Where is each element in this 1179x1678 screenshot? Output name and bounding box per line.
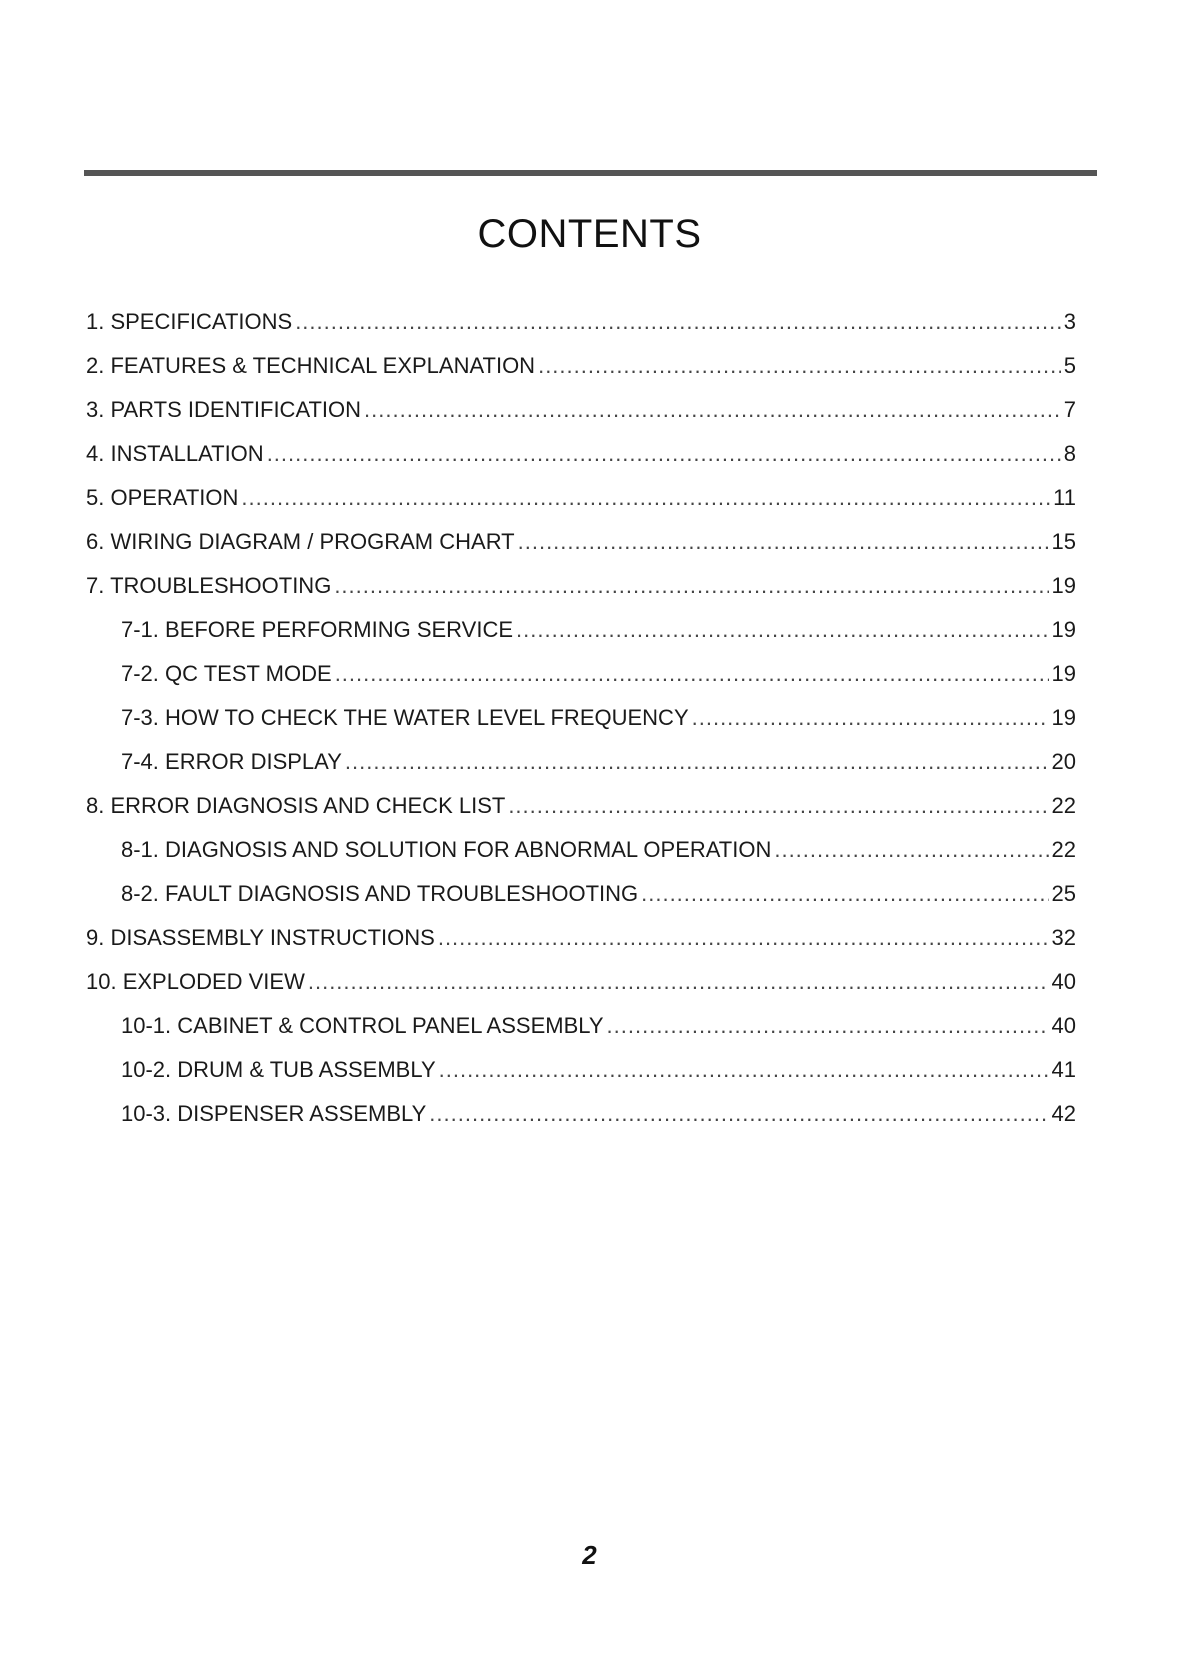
toc-entry-page: 25 xyxy=(1051,881,1076,906)
toc-leader-dots xyxy=(345,740,1049,784)
toc-entry-page: 5 xyxy=(1063,353,1076,378)
table-of-contents xyxy=(86,300,1076,1136)
toc-entry-page: 42 xyxy=(1051,1101,1076,1126)
toc-entry-label: 7-4. ERROR DISPLAY xyxy=(121,749,342,774)
toc-subentry[interactable] xyxy=(86,872,1076,916)
toc-leader-dots xyxy=(641,872,1048,916)
toc-subentry[interactable] xyxy=(86,1004,1076,1048)
toc-leader-dots xyxy=(429,1092,1048,1136)
toc-entry-page: 8 xyxy=(1063,441,1076,466)
toc-leader-dots xyxy=(607,1004,1049,1048)
toc-subentry[interactable] xyxy=(86,828,1076,872)
toc-leader-dots xyxy=(334,564,1048,608)
toc-entry-label: 7-3. HOW TO CHECK THE WATER LEVEL FREQUENCY xyxy=(121,705,689,730)
toc-entry[interactable] xyxy=(86,432,1076,476)
toc-entry-label: 10. EXPLODED VIEW xyxy=(86,969,305,994)
page-title: CONTENTS xyxy=(477,212,702,256)
toc-leader-dots xyxy=(364,388,1061,432)
toc-entry-page: 32 xyxy=(1051,925,1076,950)
toc-entry-page: 41 xyxy=(1051,1057,1076,1082)
toc-entry-page: 19 xyxy=(1051,617,1076,642)
toc-subentry[interactable] xyxy=(86,740,1076,784)
toc-entry-page: 40 xyxy=(1051,1013,1076,1038)
toc-entry-page: 20 xyxy=(1051,749,1076,774)
toc-entry-page: 3 xyxy=(1063,309,1076,334)
toc-entry-page: 40 xyxy=(1051,969,1076,994)
header-rule xyxy=(84,170,1097,176)
toc-leader-dots xyxy=(295,300,1061,344)
toc-leader-dots xyxy=(692,696,1049,740)
toc-leader-dots xyxy=(439,1048,1049,1092)
toc-entry[interactable] xyxy=(86,344,1076,388)
toc-entry-label: 7-2. QC TEST MODE xyxy=(121,661,332,686)
toc-entry-page: 19 xyxy=(1051,661,1076,686)
toc-leader-dots xyxy=(241,476,1050,520)
toc-entry[interactable] xyxy=(86,784,1076,828)
toc-subentry[interactable] xyxy=(86,1092,1076,1136)
toc-subentry[interactable] xyxy=(86,696,1076,740)
toc-entry-page: 11 xyxy=(1053,485,1076,510)
toc-leader-dots xyxy=(538,344,1061,388)
toc-leader-dots xyxy=(267,432,1061,476)
toc-entry-label: 6. WIRING DIAGRAM / PROGRAM CHART xyxy=(86,529,515,554)
toc-subentry[interactable] xyxy=(86,652,1076,696)
toc-entry-label: 5. OPERATION xyxy=(86,485,239,510)
toc-entry-page: 19 xyxy=(1051,705,1076,730)
toc-leader-dots xyxy=(516,608,1049,652)
toc-entry-label: 10-1. CABINET & CONTROL PANEL ASSEMBLY xyxy=(121,1013,604,1038)
page-number: 2 xyxy=(582,1540,597,1570)
toc-subentry[interactable] xyxy=(86,608,1076,652)
toc-entry-label: 7-1. BEFORE PERFORMING SERVICE xyxy=(121,617,514,642)
toc-leader-dots xyxy=(774,828,1048,872)
toc-leader-dots xyxy=(438,916,1049,960)
toc-entry-page: 15 xyxy=(1051,529,1076,554)
toc-entry-page: 19 xyxy=(1051,573,1076,598)
toc-entry[interactable] xyxy=(86,476,1076,520)
toc-entry-label: 8-2. FAULT DIAGNOSIS AND TROUBLESHOOTING xyxy=(121,881,639,906)
toc-entry-label: 8-1. DIAGNOSIS AND SOLUTION FOR ABNORMAL OPERATION xyxy=(121,837,772,862)
toc-entry[interactable] xyxy=(86,300,1076,344)
toc-leader-dots xyxy=(518,520,1049,564)
toc-entry-page: 22 xyxy=(1051,793,1076,818)
toc-entry[interactable] xyxy=(86,388,1076,432)
toc-entry[interactable] xyxy=(86,520,1076,564)
toc-leader-dots xyxy=(335,652,1049,696)
toc-subentry[interactable] xyxy=(86,1048,1076,1092)
toc-entry-label: 1. SPECIFICATIONS xyxy=(86,309,293,334)
toc-entry-label: 2. FEATURES & TECHNICAL EXPLANATION xyxy=(86,353,536,378)
toc-entry[interactable] xyxy=(86,564,1076,608)
toc-entry-label: 9. DISASSEMBLY INSTRUCTIONS xyxy=(86,925,435,950)
toc-entry-page: 7 xyxy=(1063,397,1076,422)
toc-entry-page: 22 xyxy=(1051,837,1076,862)
toc-entry-label: 4. INSTALLATION xyxy=(86,441,264,466)
toc-entry-label: 8. ERROR DIAGNOSIS AND CHECK LIST xyxy=(86,793,506,818)
toc-entry-label: 10-2. DRUM & TUB ASSEMBLY xyxy=(121,1057,436,1082)
toc-entry[interactable] xyxy=(86,916,1076,960)
toc-entry-label: 3. PARTS IDENTIFICATION xyxy=(86,397,362,422)
toc-leader-dots xyxy=(308,960,1049,1004)
toc-entry-label: 10-3. DISPENSER ASSEMBLY xyxy=(121,1101,427,1126)
toc-entry-label: 7. TROUBLESHOOTING xyxy=(86,573,332,598)
toc-entry[interactable] xyxy=(86,960,1076,1004)
toc-leader-dots xyxy=(508,784,1048,828)
